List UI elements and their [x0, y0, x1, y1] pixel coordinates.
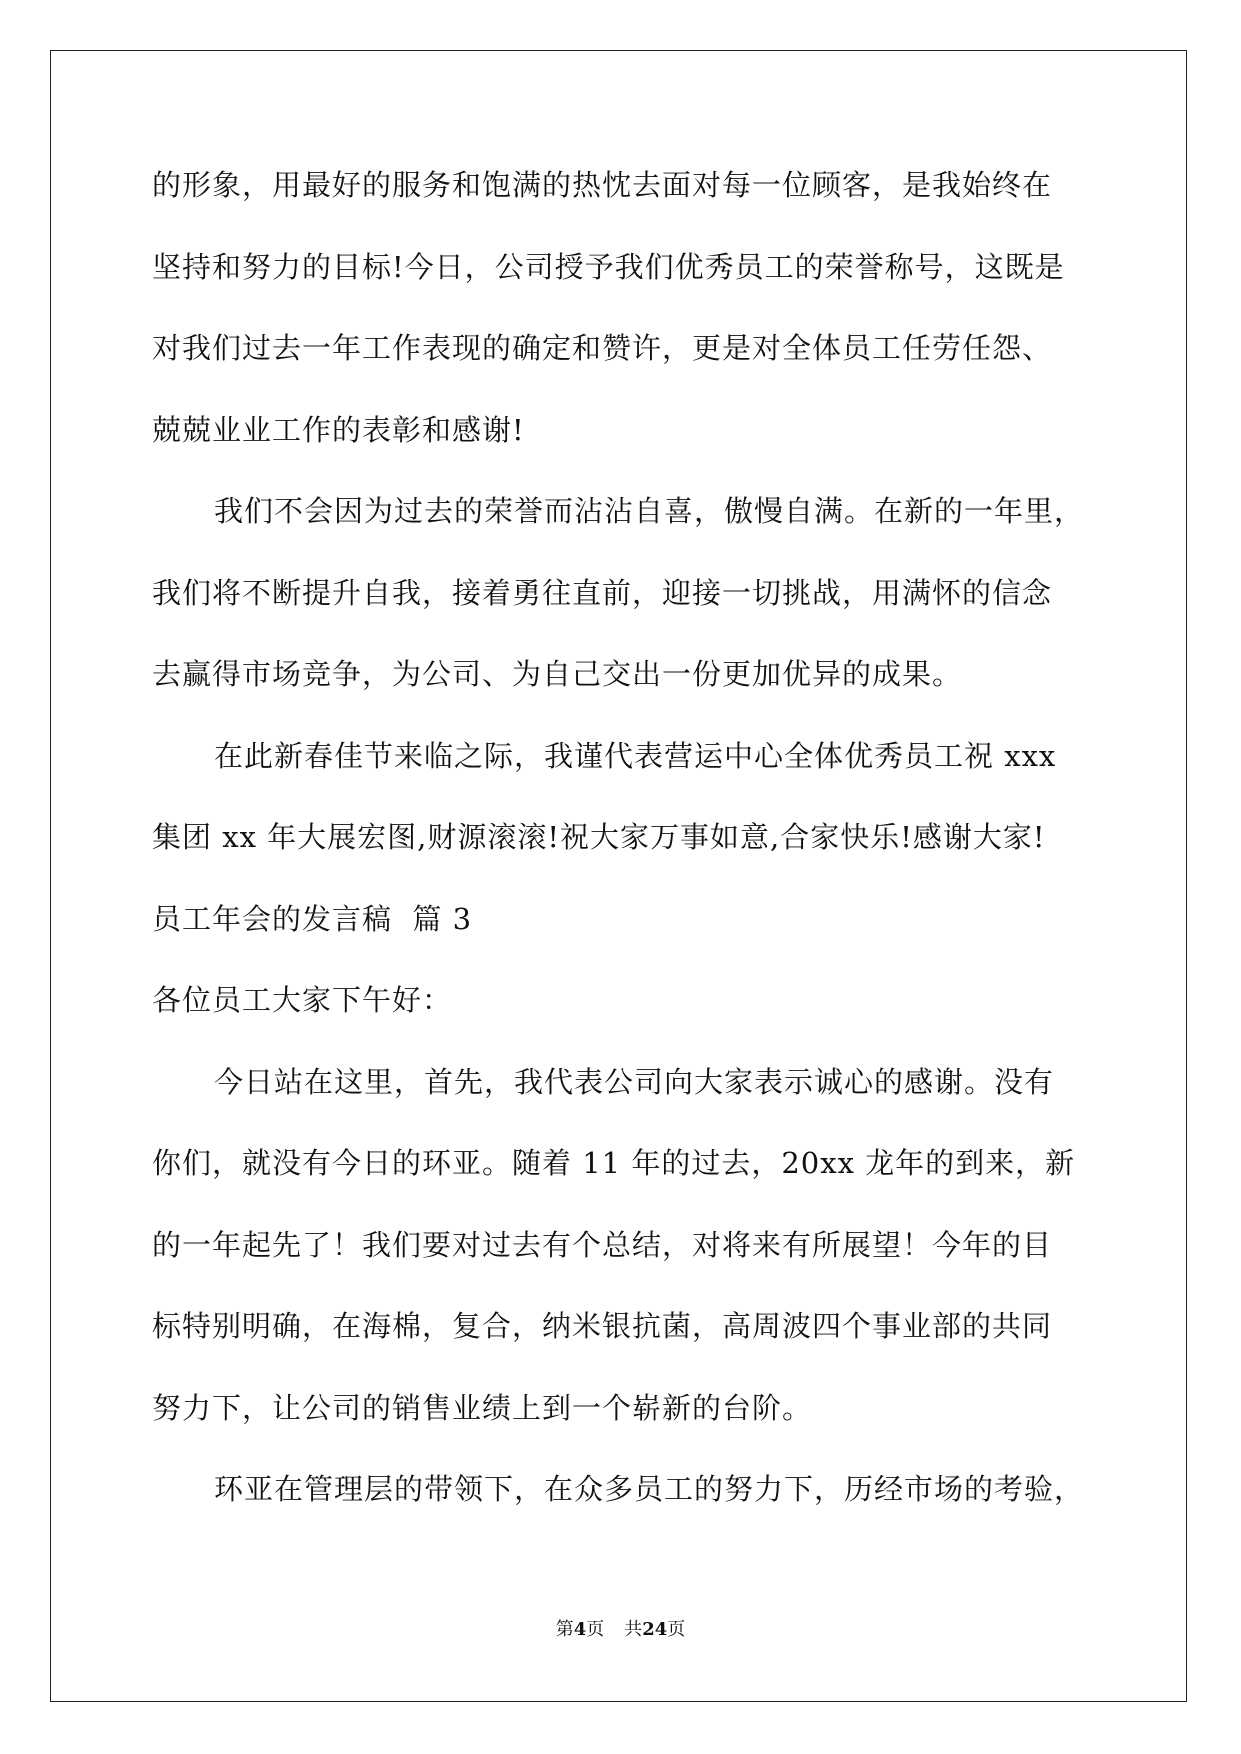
- text-line: 对我们过去一年工作表现的确定和赞许，更是对全体员工任劳任怨、: [152, 331, 1053, 365]
- paragraph-first-line: 在此新春佳节来临之际，我谨代表营运中心全体优秀员工祝 xxx: [214, 738, 1057, 773]
- text-line: 你们，就没有今日的环亚。随着 11 年的过去，20xx 龙年的到来，新: [152, 1146, 1076, 1180]
- text-line: 的一年起先了！我们要对过去有个总结，对将来有所展望！今年的目: [152, 1227, 1053, 1262]
- text-line: 去赢得市场竞争，为公司、为自己交出一份更加优异的成果。: [152, 657, 963, 691]
- footer-total-pages: 24: [642, 1619, 668, 1640]
- salutation: 各位员工大家下午好：: [152, 983, 453, 1017]
- text-line: 标特别明确，在海棉，复合，纳米银抗菌，高周波四个事业部的共同: [152, 1309, 1053, 1343]
- text-line: 集团 xx 年大展宏图,财源滚滚!祝大家万事如意,合家快乐!感谢大家!: [152, 820, 1046, 854]
- footer-total-suffix: 页: [667, 1619, 686, 1640]
- page-footer: [0, 1615, 1241, 1641]
- text-line: 的形象，用最好的服务和饱满的热忱去面对每一位顾客，是我始终在: [152, 168, 1053, 202]
- text-line: 兢兢业业工作的表彰和感谢!: [152, 412, 525, 447]
- paragraph-first-line: 我们不会因为过去的荣誉而沾沾自喜，傲慢自满。在新的一年里，: [214, 494, 1085, 528]
- footer-total-prefix: 共: [624, 1619, 643, 1640]
- section-heading: 员工年会的发言稿 篇 3: [152, 901, 473, 936]
- text-line: 我们将不断提升自我，接着勇往直前，迎接一切挑战，用满怀的信念: [152, 575, 1053, 610]
- footer-page-prefix: 第: [555, 1619, 574, 1640]
- footer-page-number: 4: [573, 1619, 587, 1640]
- text-line: 努力下，让公司的销售业绩上到一个崭新的台阶。: [152, 1390, 813, 1425]
- document-body: [152, 160, 1092, 1546]
- paragraph-first-line: 环亚在管理层的带领下，在众多员工的努力下，历经市场的考验，: [214, 1472, 1085, 1506]
- paragraph-first-line: 今日站在这里，首先，我代表公司向大家表示诚心的感谢。没有: [214, 1064, 1055, 1099]
- text-line: 坚持和努力的目标!今日，公司授予我们优秀员工的荣誉称号，这既是: [152, 249, 1065, 284]
- footer-page-suffix: 页: [586, 1619, 605, 1640]
